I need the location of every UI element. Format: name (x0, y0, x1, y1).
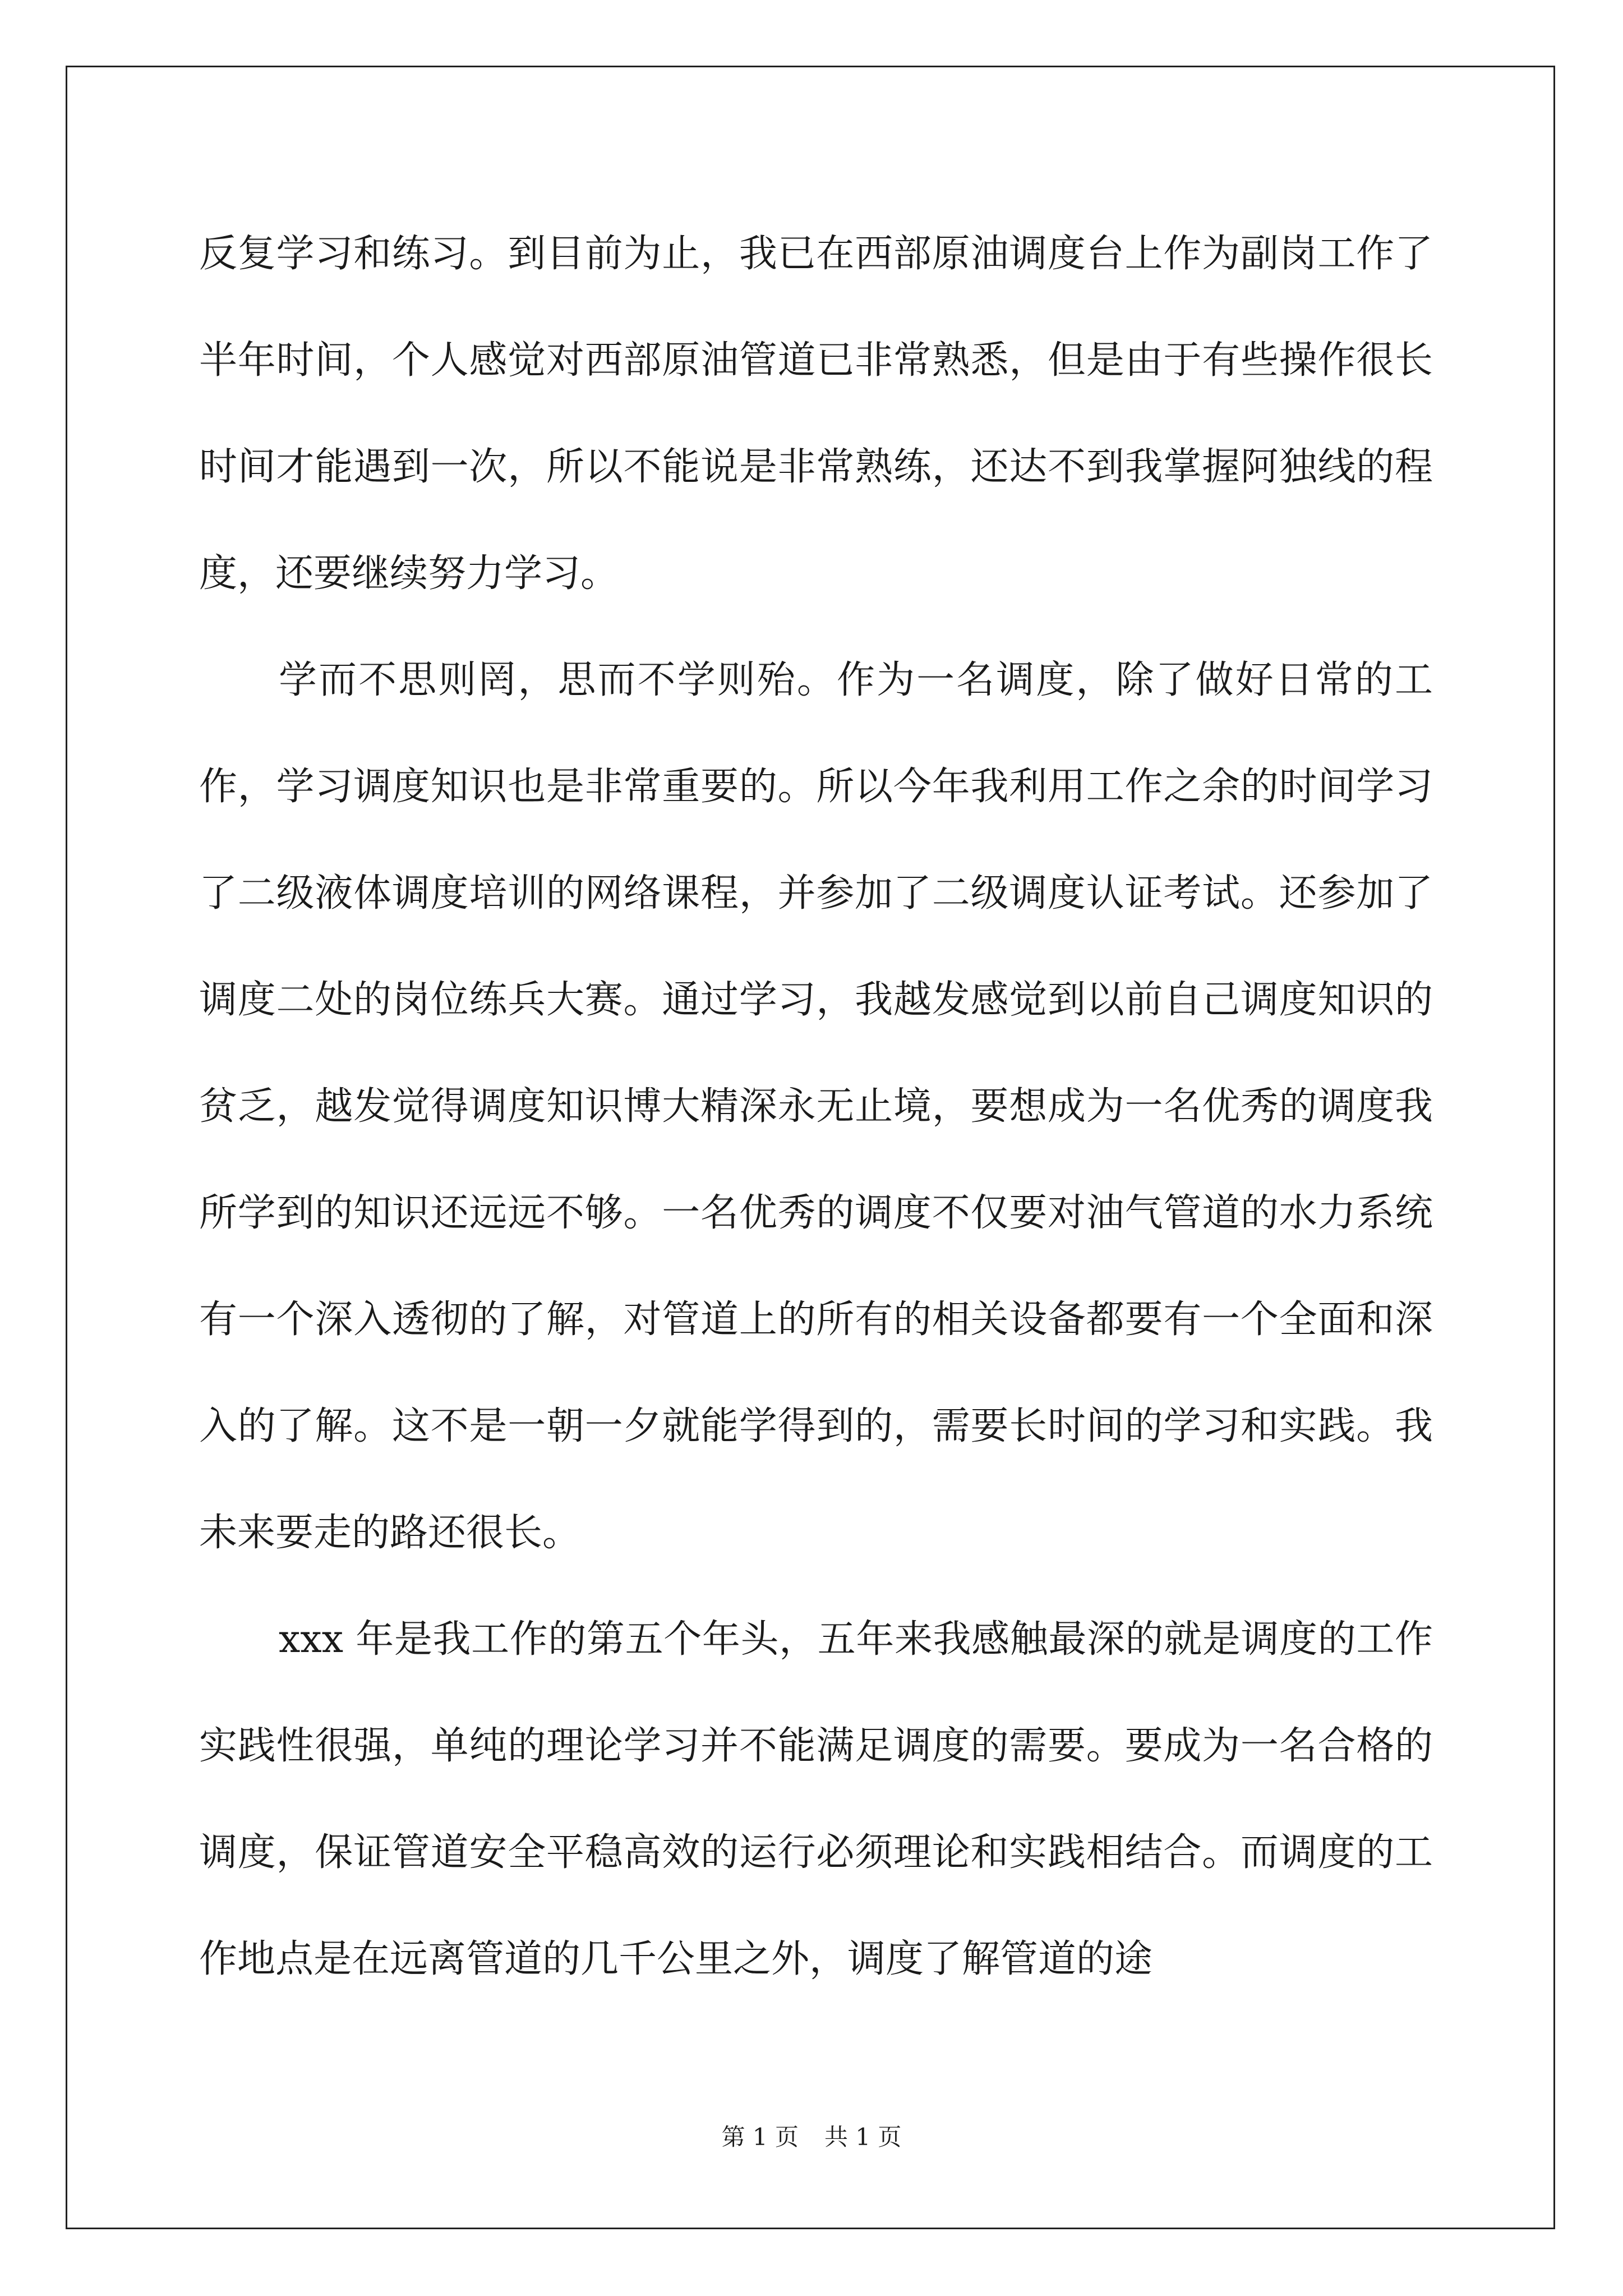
document-body (199, 201, 1433, 2013)
paragraph-1: 反复学习和练习。到目前为止，我已在西部原油调度台上作为副岗工作了半年时间，个人感觉对西部原油管道已非常熟悉，但是由于有些操作很长时间才能遇到一次，所以不能说是非常熟练，还达不到我掌握阿独线的程度，还要继续努力学习。 (199, 232, 1433, 596)
page-number-total: 共 1 页 (824, 2123, 902, 2151)
paragraph-2: 学而不思则罔，思而不学则殆。作为一名调度，除了做好日常的工作，学习调度知识也是非常重要的。所以今年我利用工作之余的时间学习了二级液体调度培训的网络课程，并参加了二级调度认证考试。还参加了调度二处的岗位练兵大赛。通过学习，我越发感觉到以前自己调度知识的贫乏，越发觉得调度知识博大精深永无止境，要想成为一名优秀的调度我所学到的知识还远远不够。一名优秀的调度不仅要对油气管道的水力系统有一个深入透彻的了解，对管道上的所有的相关设备都要有一个全面和深入的了解。这不是一朝一夕就能学得到的，需要长时间的学习和实践。我未来要走的路还很长。 (199, 658, 1433, 1555)
page-footer (0, 2120, 1623, 2154)
page-number-current: 第 1 页 (721, 2123, 799, 2151)
paragraph-3: xxx 年是我工作的第五个年头，五年来我感触最深的就是调度的工作实践性很强，单纯的理论学习并不能满足调度的需要。要成为一名合格的调度，保证管道安全平稳高效的运行必须理论和实践相结合。而调度的工作地点是在远离管道的几千公里之外，调度了解管道的途 (199, 1617, 1433, 1981)
